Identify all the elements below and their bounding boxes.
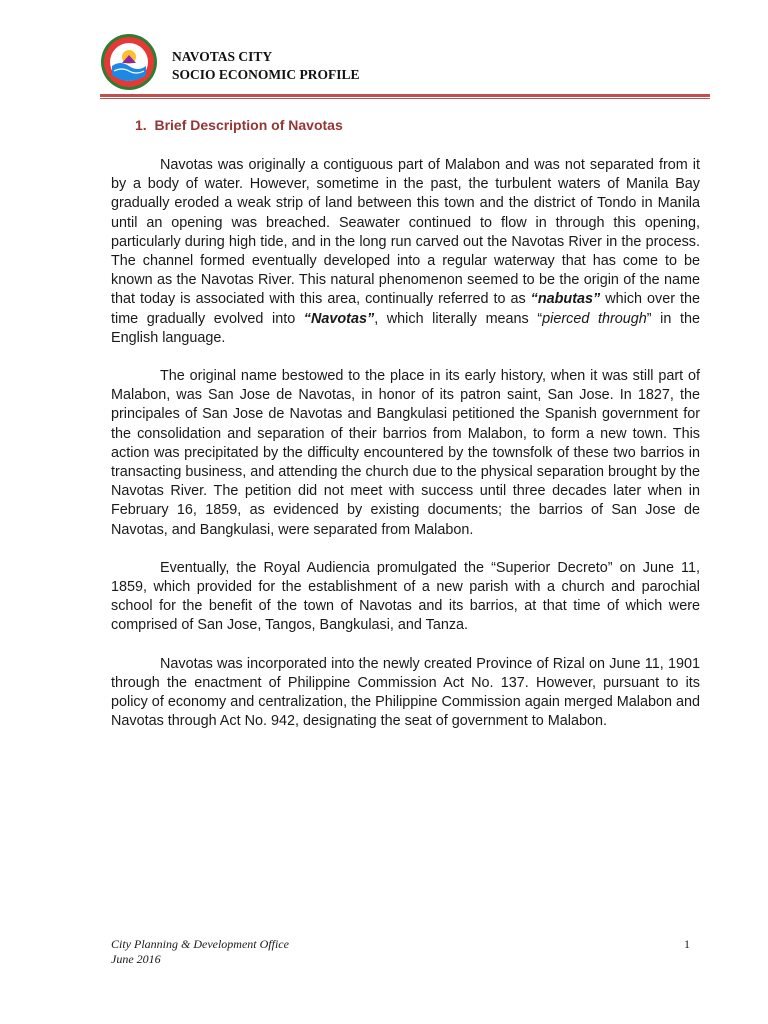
document-body (111, 156, 700, 750)
page-number: 1 (684, 937, 690, 951)
section-heading (135, 117, 343, 133)
paragraph-1-text-a: Navotas was originally a contiguous part of Malabon and was not separated from it by a body of water. However, sometime in the past, the turbulent waters of Manila Bay gradually eroded a weak strip of land between this town and the district of Tondo in Manila until an opening was breached. Seawater continued to flow in through this opening, particularly during high tide, and in the long run carved out the Navotas River in the process. The channel formed eventually developed into a regular waterway that has come to be known as the Navotas River. This natural phenomenon seemed to be the origin of the name that today is associated with this area, continually referred to as (111, 157, 700, 308)
paragraph-2: The original name bestowed to the place in its early history, when it was still part of Malabon, was San Jose de Navotas, in honor of its patron saint, San Jose. In 1827, the principales of San Jose de Navotas and Bangkulasi petitioned the Spanish government for the consolidation and separation of their barrios from Malabon, to form a new town. This action was precipitated by the difficulty encountered by the townsfolk of these two barrios in transacting business, and attending the church due to the physical separation brought by the Navotas River. The petition did not meet with success until three decades later when in February 16, 1859, as evidenced by existing documents; the barrios of San Jose de Navotas, and Bangkulasi, were separated from Malabon. (111, 368, 700, 538)
header-rule-thick (100, 94, 710, 97)
paragraph-1 (111, 156, 700, 348)
document-header (172, 48, 360, 84)
term-pierced-through: pierced through (542, 310, 647, 327)
header-rule-thin (100, 98, 710, 99)
section-title: Brief Description of Navotas (154, 117, 343, 133)
footer-office: City Planning & Development Office (111, 937, 289, 951)
footer-info (111, 937, 289, 967)
header-city: NAVOTAS CITY (172, 49, 273, 64)
paragraph-3: Eventually, the Royal Audiencia promulgated the “Superior Decreto” on June 11, 1859, which provided for the establishment of a new parish with a church and parochial school for the benefit of the town of Navotas and its barrios, at that time of which were comprised of San Jose, Tangos, Bangkulasi, and Tanza. (111, 559, 700, 634)
navotas-city-seal-logo (100, 33, 158, 91)
paragraph-4: Navotas was incorporated into the newly created Province of Rizal on June 11, 1901 through the enactment of Philippine Commission Act No. 137. However, pursuant to its policy of economy and centralization, the Philippine Commission again merged Malabon and Navotas through Act No. 942, designating the seat of government to Malabon. (111, 655, 700, 730)
header-profile-title: SOCIO ECONOMIC PROFILE (172, 67, 360, 82)
paragraph-1-text-b: which over the time gradually evolved into (111, 291, 700, 327)
paragraph-1-text-c: , which literally means “ (374, 310, 543, 327)
term-nabutas: “nabutas” (530, 291, 601, 308)
paragraph-1-text-d: ” in the English language. (111, 310, 700, 346)
section-number: 1. (135, 117, 147, 133)
footer-date: June 2016 (111, 952, 161, 966)
term-navotas: “Navotas” (303, 310, 375, 327)
